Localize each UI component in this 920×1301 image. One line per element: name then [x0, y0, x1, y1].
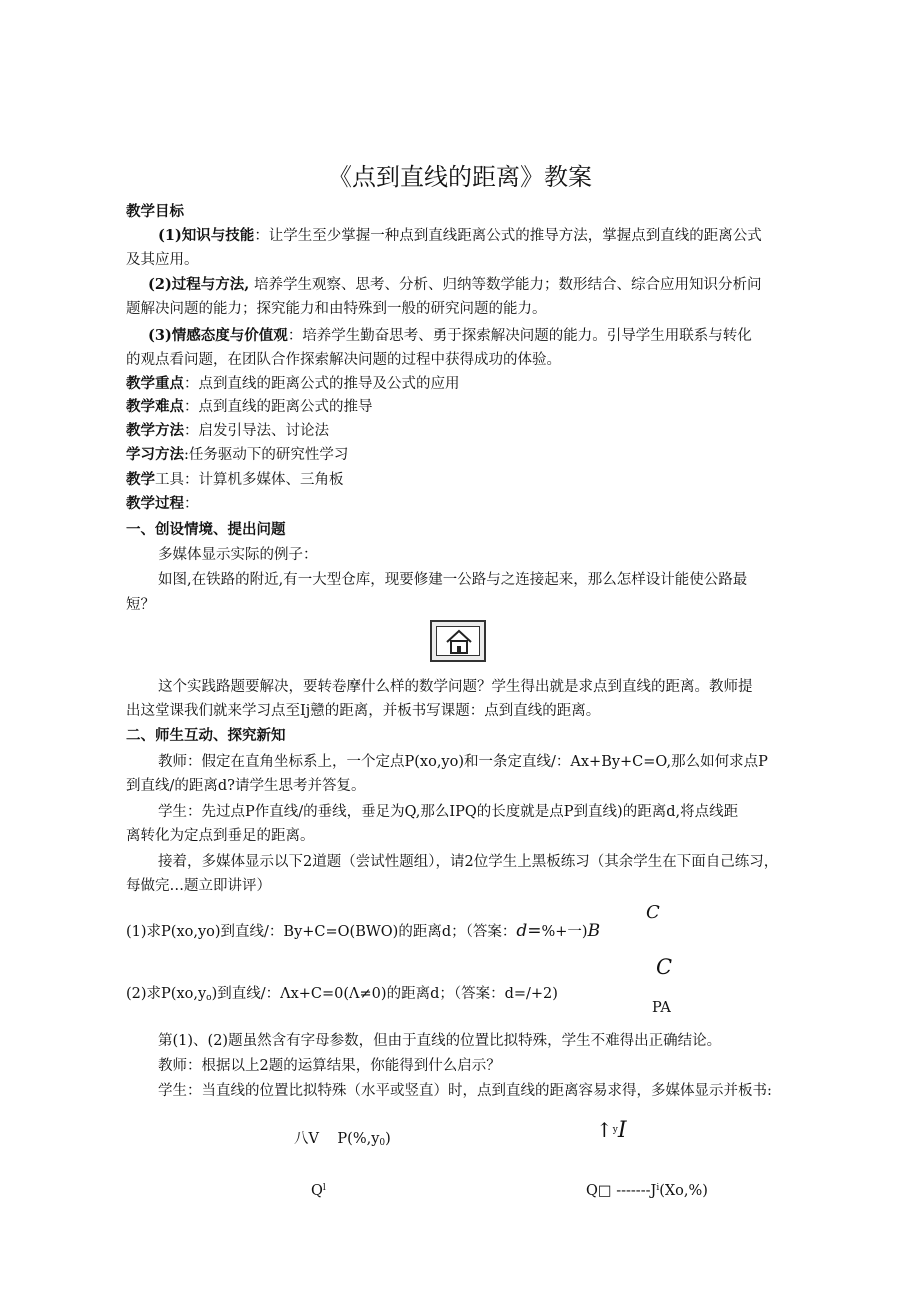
difficult-point-label: 教学难点 [126, 398, 184, 415]
objective-3-line-1 [148, 324, 752, 345]
paragraph-teacher-line-1: 教师：假定在直角坐标系上，一个定点P(xo,yo)和一条定直线/：Ax+By+C=O,那么如何求点P [158, 754, 768, 770]
paragraph-teacher-line-2: 到直线/的距离d?请学生思考并答复。 [126, 778, 366, 794]
key-point-label: 教学重点 [126, 375, 184, 392]
paragraph-student-answer: 学生：当直线的位置比拟特殊（水平或竖直）时，点到直线的距离容易求得，多媒体显示并板书: [158, 1083, 772, 1099]
figure-right-foot-sup: i [656, 1183, 660, 1193]
figure-right-bottom [586, 1183, 708, 1199]
objective-1-line-2: 及其应用。 [126, 252, 199, 268]
answer-2-denominator: PA [652, 1000, 671, 1016]
figure-right-top [596, 1118, 627, 1143]
difficult-point [126, 395, 373, 416]
teaching-method-text: ：启发引导法、讨论法 [184, 423, 329, 439]
paragraph-conclusion: 第(1)、(2)题虽然含有字母参数，但由于直线的位置比拟特殊，学生不难得出正确结论。 [158, 1033, 722, 1049]
paragraph-warehouse-line-2: 短？ [126, 597, 155, 613]
section-2-heading: 二、师生互动、探究新知 [126, 727, 286, 744]
teaching-process-colon: ： [184, 496, 199, 512]
question-2-text-b: )到直线/：Λx+C=0(Λ≠0)的距离d；（答案：d=/+2) [211, 986, 558, 1002]
paragraph-exercises-line-1: 接着，多媒体显示以下2道题（尝试性题组），请2位学生上黑板练习（其余学生在下面自己练习， [158, 854, 779, 870]
objective-1-line-1 [158, 224, 762, 245]
objectives-heading: 教学目标 [126, 203, 184, 220]
question-1-B: B [587, 921, 601, 941]
figure-left-top [294, 1127, 391, 1148]
paragraph-student-line-2: 离转化为定点到垂足的距离。 [126, 828, 315, 844]
teaching-method [126, 419, 329, 440]
learning-method-label: 学习方法 [126, 446, 184, 463]
figure-left-foot: Q [311, 1183, 323, 1199]
question-2 [126, 982, 558, 1003]
teaching-tools-label: 教学 [126, 471, 155, 488]
question-2-text-a: (2)求P(xo,y [126, 986, 207, 1002]
section-1-heading: 一、创设情境、提出问题 [126, 521, 286, 538]
paragraph-exercises-line-2: 每做完…题立即讲评） [126, 878, 271, 894]
figure-right-line-label: I [617, 1118, 627, 1143]
figure-left-point-close: ) [385, 1131, 391, 1147]
figure-left-bottom [311, 1183, 326, 1199]
house-icon [444, 628, 474, 656]
key-point-text: ：点到直线的距离公式的推导及公式的应用 [184, 376, 460, 392]
objective-2-line-1 [148, 273, 761, 294]
objective-2-text: 培养学生观察、思考、分析、归纳等数学能力；数形结合、综合应用知识分析问 [249, 277, 762, 293]
teaching-process [126, 492, 199, 513]
home-button[interactable] [430, 620, 486, 662]
paragraph-warehouse-line-1: 如图,在铁路的附近,有一大型仓库，现要修建一公路与之连接起来，那么怎样设计能使公路最 [158, 572, 748, 588]
figure-left-axis-label: 八V [294, 1131, 319, 1147]
paragraph-multimedia: 多媒体显示实际的例子： [158, 547, 318, 563]
paragraph-practice-line-1: 这个实践路题要解决，要转卷摩什么样的数学问题？学生得出就是求点到直线的距离。教师提 [158, 679, 753, 695]
objective-1-label: (1)知识与技能 [158, 227, 255, 244]
question-2-subscript: o [206, 993, 212, 1003]
page-title: 《点到直线的距离》教案 [328, 163, 592, 191]
teaching-method-label: 教学方法 [126, 422, 184, 439]
objective-1-text: ：让学生至少掌握一种点到直线距离公式的推导方法，掌握点到直线的距离公式 [254, 228, 762, 244]
paragraph-practice-line-2: 出这堂课我们就来学习点至Ij戆的距离，并板书写课题：点到直线的距离。 [126, 703, 601, 719]
paragraph-student-line-1: 学生：先过点P作直线/的垂线，垂足为Q,那么IPQ的长度就是点P到直线)的距离d,将点线距 [158, 804, 739, 820]
objective-2-line-2: 题解决问题的能力；探究能力和由特殊到一般的研究问题的能力。 [126, 301, 547, 317]
learning-method [126, 443, 348, 464]
question-1-text: (1)求P(xo,yo)到直线/：By+C=O(BWO)的距离d；（答案： [126, 924, 517, 940]
teaching-tools-text: 工具：计算机多媒体、三角板 [155, 472, 344, 488]
figure-left-foot-sup: l [322, 1183, 326, 1193]
figure-right-y-label: y [612, 1125, 618, 1135]
answer-1-numerator: C [646, 902, 660, 923]
objective-3-line-2: 的观点看问题，在团队合作探索解决问题的过程中获得成功的体验。 [126, 352, 561, 368]
paragraph-teacher-question: 教师：根据以上2题的运算结果，你能得到什么启示？ [158, 1058, 501, 1074]
figure-left-point-subscript: 0 [379, 1138, 386, 1148]
figure-right-point: (Xo,%) [659, 1183, 708, 1199]
objective-2-label: (2)过程与方法, [148, 276, 250, 293]
difficult-point-text: ：点到直线的距离公式的推导 [184, 399, 373, 415]
question-1 [126, 920, 600, 941]
teaching-tools [126, 468, 344, 489]
learning-method-text: :任务驱动下的研究性学习 [184, 447, 349, 463]
key-point [126, 372, 460, 393]
teaching-process-label: 教学过程 [126, 495, 184, 512]
answer-2-numerator: C [656, 955, 673, 979]
figure-right-foot: Q□ -------J [586, 1183, 657, 1199]
question-1-formula: %+一) [541, 924, 588, 940]
question-1-d: d= [516, 921, 542, 941]
figure-left-point: P(%,y [337, 1131, 380, 1147]
figure-right-arrow: ↑ [596, 1118, 613, 1142]
objective-3-text: ：培养学生勤奋思考、勇于探索解决问题的能力。引导学生用联系与转化 [287, 328, 752, 344]
objective-3-label: (3)情感态度与价值观 [148, 327, 288, 344]
